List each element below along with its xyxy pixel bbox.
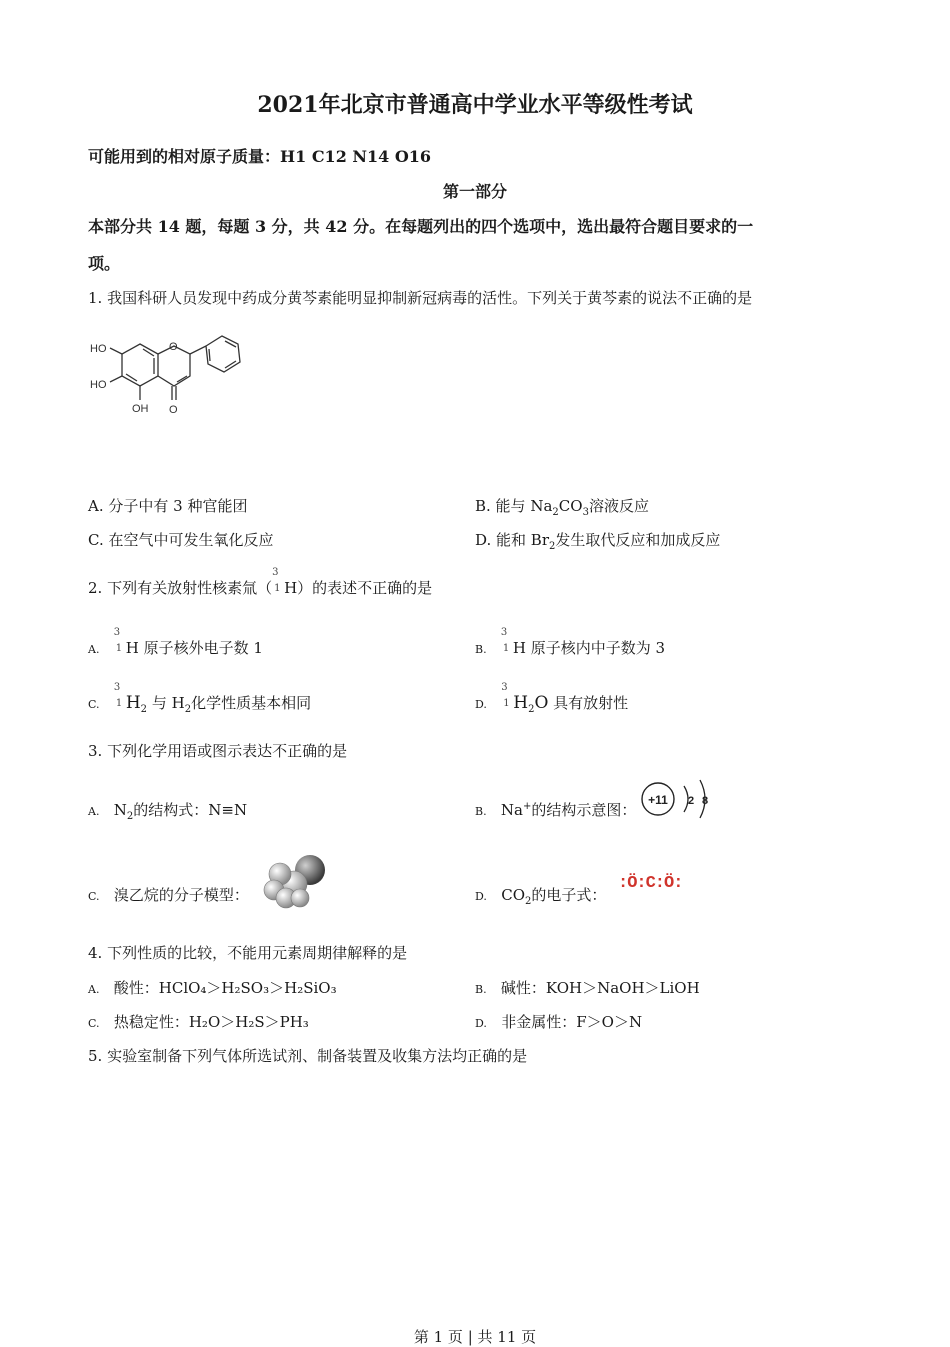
q2-option-c[interactable]: C. 3 1 $H_2$ 与 $H_2$化学性质基本相同: [88, 682, 312, 715]
na-nucleus-label: +11: [648, 793, 668, 807]
bromoethane-molecule-model: [260, 852, 330, 910]
na-shell2-label: 8: [702, 795, 709, 807]
q2-option-b[interactable]: B. 3 1 H 原子核内中子数为 3: [475, 627, 666, 657]
q2-option-a[interactable]: A. 3 1 H 原子核外电子数 1: [88, 627, 263, 657]
q3-option-c[interactable]: C. 溴乙烷的分子模型：: [88, 886, 249, 904]
q1-option-c[interactable]: C. 在空气中可发生氧化反应: [88, 531, 274, 549]
sodium-ion-structure-diagram: [640, 778, 720, 820]
section-intro-line2: 项。: [88, 254, 121, 273]
atomic-mass-line: 可能用到的相对原子质量：H1 C12 N14 O16: [88, 147, 432, 166]
q4-option-d[interactable]: D. 非金属性：F＞O＞N: [475, 1013, 643, 1031]
q3-option-d[interactable]: D. $CO_2$的电子式：: [475, 886, 607, 907]
baicalein-structure-diagram: [88, 330, 258, 422]
q1-stem: 1. 我国科研人员发现中药成分黄芩素能明显抑制新冠病毒的活性。下列关于黄芩素的说法不正确的是: [88, 289, 753, 307]
q4-option-b[interactable]: B. 碱性：KOH＞NaOH＞LiOH: [475, 979, 700, 997]
q4-stem: 4. 下列性质的比较，不能用元素周期律解释的是: [88, 944, 408, 962]
na-shell1-label: 2: [688, 795, 695, 807]
structure-oh-label: OH: [132, 403, 149, 415]
q3-stem: 3. 下列化学用语或图示表达不正确的是: [88, 742, 348, 760]
section-intro-line1: 本部分共 14 题，每题 3 分，共 42 分。在每题列出的四个选项中，选出最符合题目要求的一: [88, 217, 754, 236]
structure-ho-label-2: HO: [90, 379, 107, 391]
q3-option-a[interactable]: A. $N_2$的结构式：N≡N: [88, 801, 248, 822]
structure-ho-label-1: HO: [90, 343, 107, 355]
page-footer: 第 1 页 | 共 11 页: [413, 1328, 537, 1346]
tritium-isotope-notation: 3 1: [272, 567, 281, 594]
q1-option-d[interactable]: D. 能和 $Br_2$发生取代反应和加成反应: [475, 531, 721, 552]
page-title: 2021年北京市普通高中学业水平等级性考试: [257, 92, 693, 118]
q5-stem: 5. 实验室制备下列气体所选试剂、制备装置及收集方法均正确的是: [88, 1047, 528, 1065]
q3-option-b[interactable]: B. Na+的结构示意图：: [475, 801, 637, 819]
q4-option-c[interactable]: C. 热稳定性：H₂O＞H₂S＞PH₃: [88, 1013, 309, 1031]
structure-carbonyl-o-label: O: [169, 404, 178, 416]
section-title: 第一部分: [442, 182, 507, 201]
q4-option-a[interactable]: A. 酸性：HClO₄＞H₂SO₃＞H₂SiO₃: [88, 979, 337, 997]
q2-option-d[interactable]: D. 3 1 $H_2O$ 具有放射性: [475, 682, 629, 715]
q1-option-b[interactable]: B. 能与 $Na_2CO_3$溶液反应: [475, 497, 649, 518]
co2-electron-formula: :Ö:C:Ö:: [618, 874, 683, 893]
structure-ring-o-label: O: [169, 341, 178, 353]
q1-option-a[interactable]: A. 分子中有 3 种官能团: [88, 497, 248, 515]
q2-stem: 2. 下列有关放射性核素氚（ 3 1 H）的表述不正确的是: [88, 567, 433, 597]
